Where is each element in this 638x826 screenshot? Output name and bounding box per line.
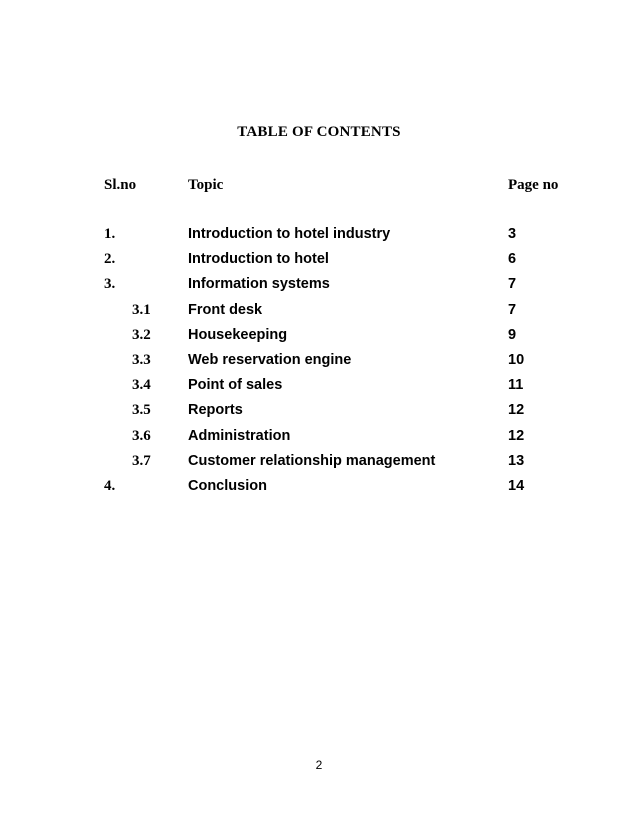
toc-row-topic: Introduction to hotel	[188, 251, 329, 268]
toc-row	[0, 276, 638, 301]
toc-row-topic: Conclusion	[188, 477, 267, 494]
toc-row	[0, 352, 638, 377]
toc-row-topic: Reports	[188, 402, 243, 419]
column-header-slno: Sl.no	[104, 177, 137, 193]
toc-row	[0, 302, 638, 327]
toc-row-topic: Point of sales	[188, 377, 283, 394]
toc-row	[0, 428, 638, 453]
toc-row	[0, 327, 638, 352]
toc-row-page: 3	[508, 226, 517, 242]
toc-list	[0, 226, 638, 503]
toc-row-number: 3.7	[132, 452, 151, 469]
toc-row	[0, 226, 638, 251]
toc-row-topic: Information systems	[188, 276, 330, 293]
toc-row-page: 11	[508, 377, 524, 394]
toc-row-number: 3.5	[132, 402, 151, 419]
toc-row-page: 10	[508, 351, 525, 368]
column-header-page: Page no	[508, 177, 559, 193]
toc-row-topic: Web reservation engine	[188, 351, 352, 368]
toc-row-topic: Housekeeping	[188, 326, 288, 343]
toc-row-page: 12	[508, 427, 525, 444]
toc-row-page: 13	[508, 452, 525, 469]
toc-row-number: 2.	[104, 251, 116, 268]
toc-row	[0, 453, 638, 478]
toc-row-number: 3.1	[132, 301, 151, 318]
toc-row-page: 7	[508, 301, 517, 318]
page-number: 2	[315, 758, 323, 772]
toc-row-page: 12	[508, 402, 525, 419]
toc-row-number: 4.	[104, 477, 116, 494]
toc-row-number: 3.4	[132, 377, 151, 394]
toc-row	[0, 402, 638, 427]
toc-row-topic: Front desk	[188, 301, 263, 318]
document-title: TABLE OF CONTENTS	[237, 124, 401, 140]
toc-row-number: 3.	[104, 276, 116, 293]
toc-row	[0, 478, 638, 503]
toc-row-number: 3.6	[132, 427, 151, 444]
toc-row-topic: Administration	[188, 427, 291, 444]
toc-row-page: 9	[508, 326, 517, 343]
column-header-topic: Topic	[188, 177, 224, 193]
toc-row-number: 3.3	[132, 351, 151, 368]
toc-row-number: 3.2	[132, 326, 151, 343]
toc-row-page: 6	[508, 251, 517, 268]
toc-row-topic: Introduction to hotel industry	[188, 226, 391, 242]
toc-row-number: 1.	[104, 226, 116, 242]
toc-row	[0, 377, 638, 402]
toc-row-page: 14	[508, 477, 525, 494]
toc-row-page: 7	[508, 276, 517, 293]
toc-row-topic: Customer relationship management	[188, 452, 436, 469]
toc-row	[0, 251, 638, 276]
